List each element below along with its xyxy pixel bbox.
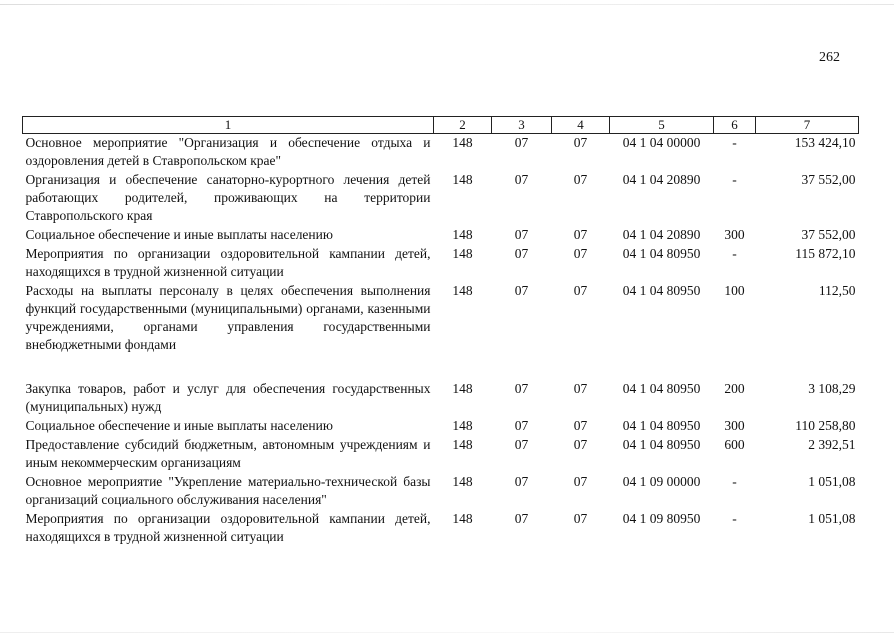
row-name: Закупка товаров, работ и услуг для обеспечения государственных (муниципальных) нужд xyxy=(25,381,431,414)
row-section: 07 xyxy=(514,227,529,242)
row-target-article: 04 1 04 20890 xyxy=(622,172,701,187)
row-section: 07 xyxy=(514,246,529,261)
table-row xyxy=(23,226,859,245)
header-col-7: 7 xyxy=(756,117,859,134)
row-ministry-code: 148 xyxy=(452,381,473,396)
row-spacer xyxy=(23,355,859,380)
header-col-6: 6 xyxy=(714,117,756,134)
table-row xyxy=(23,436,859,473)
header-col-4: 4 xyxy=(552,117,610,134)
row-name: Предоставление субсидий бюджетным, автономным учреждениям и иным некоммерческим организациям xyxy=(25,437,431,470)
row-amount: 37 552,00 xyxy=(801,227,856,242)
row-ministry-code: 148 xyxy=(452,246,473,261)
row-name: Основное мероприятие "Организация и обеспечение отдыха и оздоровления детей в Ставропольском крае" xyxy=(25,135,431,168)
row-subsection: 07 xyxy=(573,381,588,396)
header-col-1: 1 xyxy=(23,117,434,134)
row-section: 07 xyxy=(514,418,529,433)
row-target-article: 04 1 09 00000 xyxy=(622,474,701,489)
scan-edge-bottom xyxy=(0,632,894,633)
budget-table xyxy=(22,116,859,547)
table-row xyxy=(23,417,859,436)
row-ministry-code: 148 xyxy=(452,418,473,433)
row-expense-type: 300 xyxy=(724,227,745,242)
row-expense-type: - xyxy=(732,172,737,187)
row-name: Организация и обеспечение санаторно-курортного лечения детей работающих родителей, проживающих на территории Ставропольского края xyxy=(25,172,431,223)
row-subsection: 07 xyxy=(573,283,588,298)
row-ministry-code: 148 xyxy=(452,511,473,526)
row-name: Социальное обеспечение и иные выплаты населению xyxy=(25,227,333,242)
row-name: Социальное обеспечение и иные выплаты населению xyxy=(25,418,333,433)
row-subsection: 07 xyxy=(573,135,588,150)
row-ministry-code: 148 xyxy=(452,172,473,187)
row-expense-type: - xyxy=(732,135,737,150)
row-amount: 153 424,10 xyxy=(794,135,856,150)
row-subsection: 07 xyxy=(573,418,588,433)
row-target-article: 04 1 04 80950 xyxy=(622,283,701,298)
row-amount: 115 872,10 xyxy=(795,246,856,261)
table-row xyxy=(23,282,859,355)
row-expense-type: 200 xyxy=(724,381,745,396)
row-ministry-code: 148 xyxy=(452,437,473,452)
row-section: 07 xyxy=(514,283,529,298)
scan-edge-top xyxy=(0,4,894,5)
row-ministry-code: 148 xyxy=(452,283,473,298)
header-col-5: 5 xyxy=(610,117,714,134)
row-target-article: 04 1 04 20890 xyxy=(622,227,701,242)
table-row xyxy=(23,171,859,226)
row-subsection: 07 xyxy=(573,227,588,242)
header-col-2: 2 xyxy=(434,117,492,134)
row-ministry-code: 148 xyxy=(452,135,473,150)
row-expense-type: 300 xyxy=(724,418,745,433)
row-amount: 37 552,00 xyxy=(801,172,856,187)
row-target-article: 04 1 04 80950 xyxy=(622,381,701,396)
row-subsection: 07 xyxy=(573,172,588,187)
row-amount: 110 258,80 xyxy=(795,418,856,433)
header-col-3: 3 xyxy=(492,117,552,134)
page-number: 262 xyxy=(819,50,840,65)
table-row xyxy=(23,245,859,282)
table-row xyxy=(23,473,859,510)
row-amount: 1 051,08 xyxy=(808,511,856,526)
row-amount: 2 392,51 xyxy=(808,437,856,452)
row-target-article: 04 1 04 80950 xyxy=(622,418,701,433)
row-amount: 3 108,29 xyxy=(808,381,856,396)
row-expense-type: - xyxy=(732,246,737,261)
row-expense-type: - xyxy=(732,511,737,526)
row-subsection: 07 xyxy=(573,474,588,489)
spacer-cell xyxy=(23,355,859,380)
row-amount: 112,50 xyxy=(818,283,856,298)
row-expense-type: 100 xyxy=(724,283,745,298)
table-row xyxy=(23,380,859,417)
row-section: 07 xyxy=(514,172,529,187)
row-target-article: 04 1 04 80950 xyxy=(622,246,701,261)
row-subsection: 07 xyxy=(573,437,588,452)
table-header-row xyxy=(23,117,859,134)
row-name: Мероприятия по организации оздоровительной кампании детей, находящихся в трудной жизненной ситуации xyxy=(25,246,431,279)
table-row xyxy=(23,134,859,172)
row-subsection: 07 xyxy=(573,246,588,261)
row-section: 07 xyxy=(514,511,529,526)
row-target-article: 04 1 04 00000 xyxy=(622,135,701,150)
row-section: 07 xyxy=(514,135,529,150)
row-name: Основное мероприятие "Укрепление материально-технической базы организаций социального обслуживания населения" xyxy=(25,474,431,507)
row-section: 07 xyxy=(514,437,529,452)
row-target-article: 04 1 09 80950 xyxy=(622,511,701,526)
row-section: 07 xyxy=(514,381,529,396)
row-expense-type: - xyxy=(732,474,737,489)
row-name: Расходы на выплаты персоналу в целях обеспечения выполнения функций государственными (муниципальными) органами, казенными учреждениями, органами управления государственными внебюджетными фондами xyxy=(25,283,431,352)
row-amount: 1 051,08 xyxy=(808,474,856,489)
row-ministry-code: 148 xyxy=(452,474,473,489)
row-subsection: 07 xyxy=(573,511,588,526)
table-row xyxy=(23,510,859,547)
row-section: 07 xyxy=(514,474,529,489)
row-target-article: 04 1 04 80950 xyxy=(622,437,701,452)
row-ministry-code: 148 xyxy=(452,227,473,242)
row-name: Мероприятия по организации оздоровительной кампании детей, находящихся в трудной жизненной ситуации xyxy=(25,511,431,544)
row-expense-type: 600 xyxy=(724,437,745,452)
